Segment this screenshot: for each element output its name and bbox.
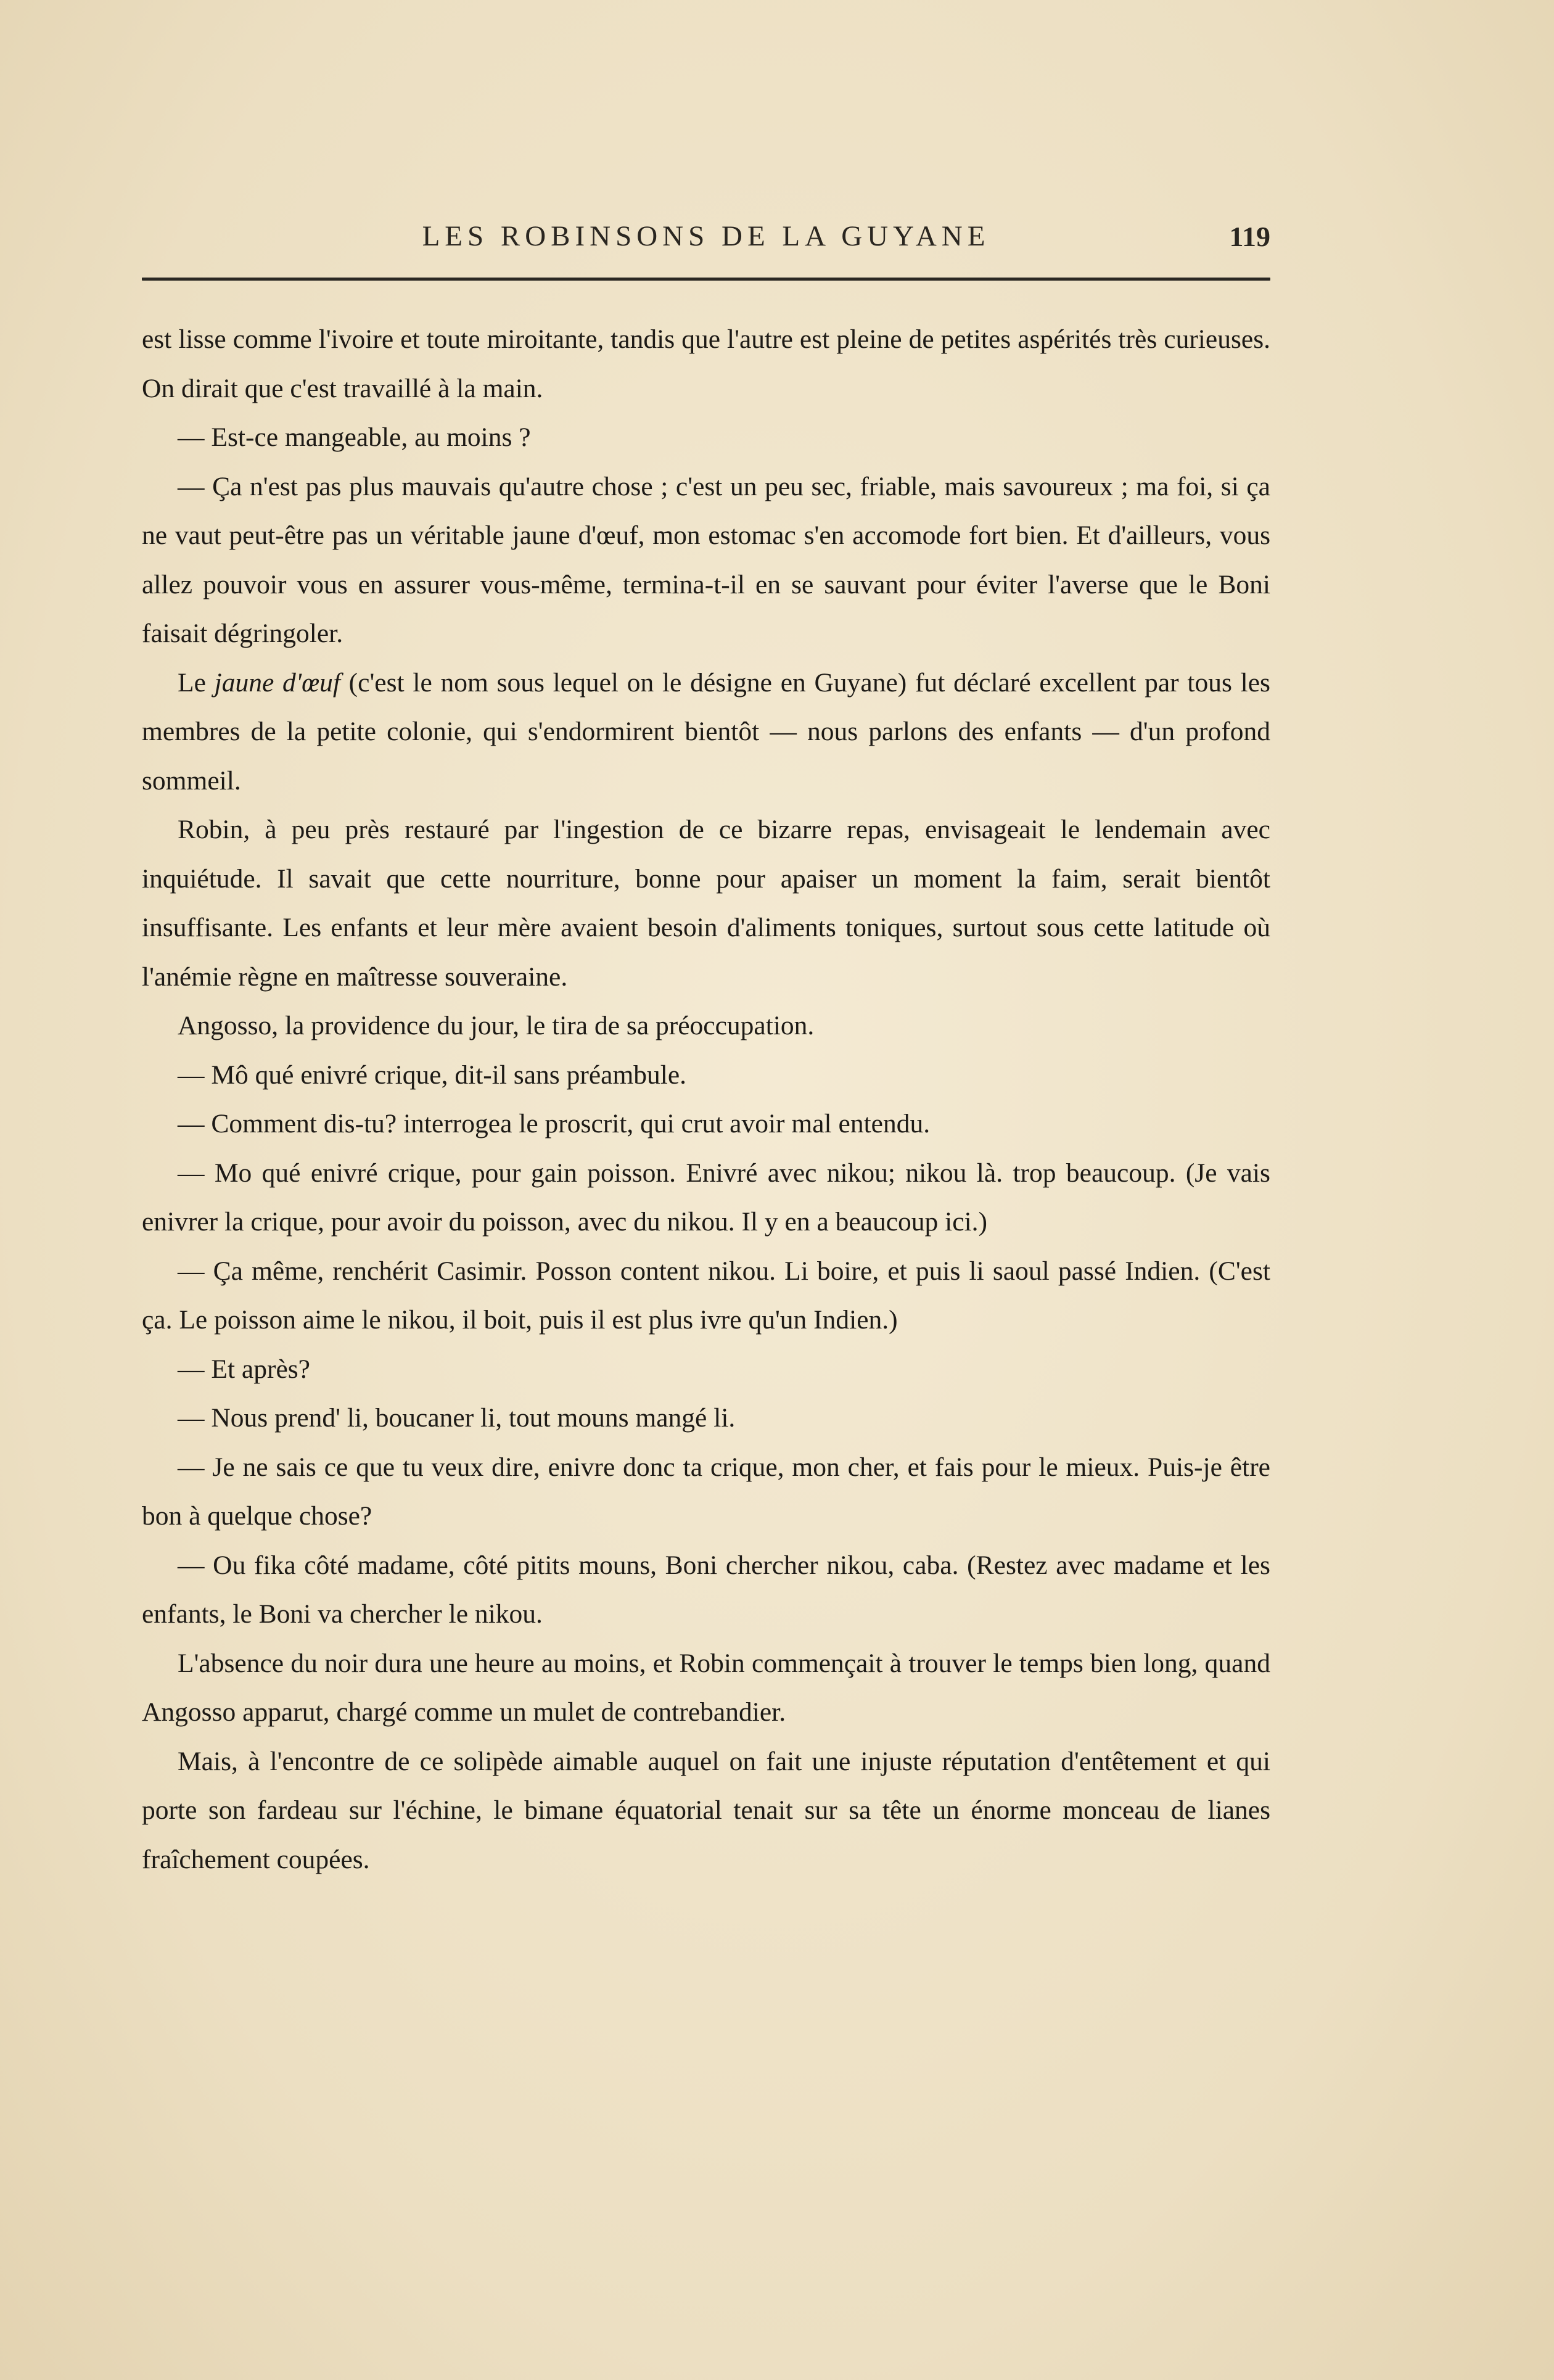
paragraph: L'absence du noir dura une heure au moins, et Robin commençait à trouver le temps bien long, quand Angosso apparut, chargé comme un mulet de contrebandier. <box>142 1648 1270 1727</box>
paragraph: — Est-ce mangeable, au moins ? <box>178 422 531 452</box>
paragraph: — Ou fika côté madame, côté pitits mouns, Boni chercher nikou, caba. (Restez avec madame et les enfants, le Boni va chercher le nikou. <box>142 1550 1270 1629</box>
header-rule <box>142 278 1270 281</box>
paragraph-lead: Le <box>178 667 215 698</box>
paragraph: — Mô qué enivré crique, dit-il sans préambule. <box>178 1060 687 1090</box>
paragraph: — Je ne sais ce que tu veux dire, enivre donc ta crique, mon cher, et fais pour le mieux. Puis-je être bon à quelque chose? <box>142 1452 1270 1531</box>
running-head <box>142 204 1270 253</box>
paragraph: — Ça même, renchérit Casimir. Posson content nikou. Li boire, et puis li saoul passé Indien. (C'est ça. Le poisson aime le nikou, il boit, puis il est plus ivre qu'un Indien.) <box>142 1256 1270 1335</box>
page-number: 119 <box>1229 221 1270 252</box>
italic-term: jaune d'œuf <box>214 667 340 698</box>
paragraph: Angosso, la providence du jour, le tira de sa préoccupation. <box>178 1011 815 1040</box>
paragraph: Robin, à peu près restauré par l'ingestion de ce bizarre repas, envisageait le lendemain avec inquiétude. Il savait que cette nourriture, bonne pour apaiser un moment la faim, serait bientôt insuffisante. Les enfants et leur mère avaient besoin d'aliments toniques, surtout sous cette latitude où l'anémie règne en maîtresse souveraine. <box>142 815 1270 992</box>
book-page <box>142 204 1270 1884</box>
paragraph: — Nous prend' li, boucaner li, tout mouns mangé li. <box>178 1403 736 1433</box>
paragraph-rest: (c'est le nom sous lequel on le désigne en Guyane) fut déclaré excellent par tous les membres de la petite colonie, qui s'endormirent bientôt — nous parlons des enfants — d'un profond sommeil. <box>142 667 1270 796</box>
paragraph <box>142 659 1270 806</box>
paragraph: Mais, à l'encontre de ce solipède aimable auquel on fait une injuste réputation d'entêtement et qui porte son fardeau sur l'échine, le bimane équatorial tenait sur sa tête un énorme monceau de lianes fraîchement coupées. <box>142 1746 1270 1874</box>
running-title: LES ROBINSONS DE LA GUYANE <box>422 220 990 252</box>
body-text <box>142 315 1270 1884</box>
paragraph: — Comment dis-tu? interrogea le proscrit, qui crut avoir mal entendu. <box>178 1109 931 1139</box>
paragraph: est lisse comme l'ivoire et toute miroitante, tandis que l'autre est pleine de petites aspérités très curieuses. On dirait que c'est travaillé à la main. <box>142 324 1270 403</box>
paragraph: — Mo qué enivré crique, pour gain poisson. Enivré avec nikou; nikou là. trop beaucoup. (Je vais enivrer la crique, pour avoir du poisson, avec du nikou. Il y en a beaucoup ici.) <box>142 1158 1270 1237</box>
paragraph: — Et après? <box>178 1354 310 1384</box>
paragraph: — Ça n'est pas plus mauvais qu'autre chose ; c'est un peu sec, friable, mais savoureux ; ma foi, si ça ne vaut peut-être pas un véritable jaune d'œuf, mon estomac s'en accomode fort bien. Et d'ailleurs, vous allez pouvoir vous en assurer vous-même, termina-t-il en se sauvant pour éviter l'averse que le Boni faisait dégringoler. <box>142 471 1270 648</box>
